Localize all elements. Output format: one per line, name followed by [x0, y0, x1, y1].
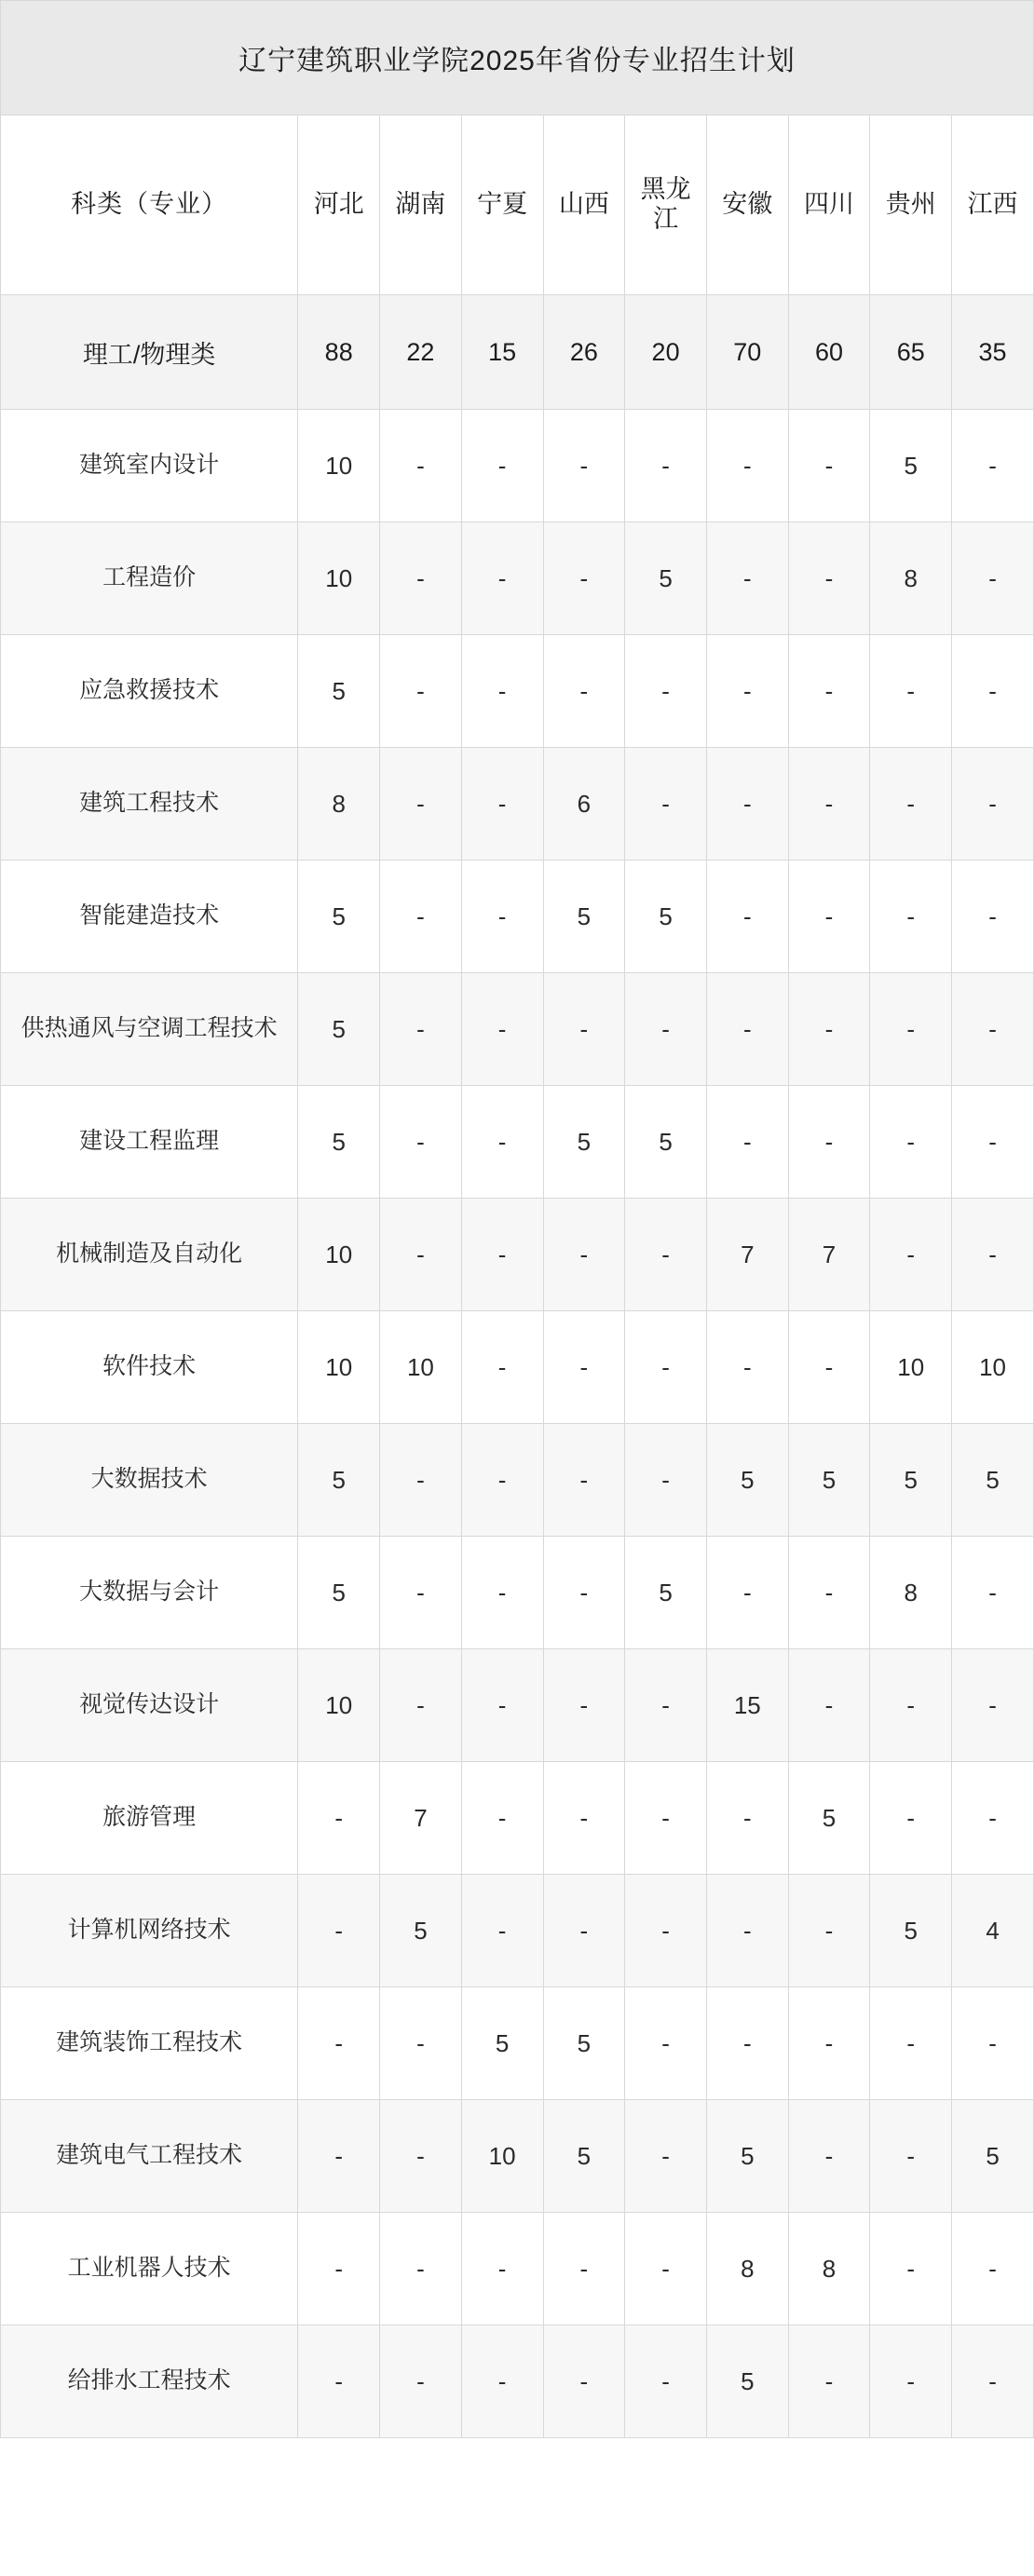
major-name: 建筑工程技术 — [1, 748, 298, 861]
table-row — [1, 1086, 1034, 1199]
plan-quota-cell: - — [870, 1987, 952, 2100]
plan-quota-cell: - — [380, 1649, 462, 1762]
major-name: 工程造价 — [1, 522, 298, 635]
column-header-province: 宁夏 — [461, 115, 543, 295]
plan-quota-cell: 10 — [298, 1311, 380, 1424]
plan-quota-cell: - — [952, 522, 1034, 635]
plan-quota-cell: - — [952, 1199, 1034, 1311]
table-row — [1, 973, 1034, 1086]
plan-quota-cell: - — [461, 2325, 543, 2438]
plan-quota-cell: - — [543, 1311, 625, 1424]
plan-quota-cell: - — [706, 748, 788, 861]
plan-quota-cell: 5 — [706, 1424, 788, 1537]
plan-quota-cell: - — [706, 1086, 788, 1199]
plan-quota-cell: - — [298, 2325, 380, 2438]
plan-quota-cell: - — [952, 2213, 1034, 2325]
major-name: 大数据与会计 — [1, 1537, 298, 1649]
plan-quota-cell: - — [952, 1086, 1034, 1199]
plan-quota-cell: 8 — [298, 748, 380, 861]
table-row — [1, 2213, 1034, 2325]
column-header-province: 贵州 — [870, 115, 952, 295]
major-name: 应急救援技术 — [1, 635, 298, 748]
plan-quota-cell: - — [543, 1875, 625, 1987]
plan-quota-cell: - — [461, 635, 543, 748]
major-name: 计算机网络技术 — [1, 1875, 298, 1987]
plan-quota-cell: - — [380, 1199, 462, 1311]
major-name: 建筑装饰工程技术 — [1, 1987, 298, 2100]
plan-quota-cell: 5 — [298, 973, 380, 1086]
plan-quota-cell: - — [625, 2100, 707, 2213]
plan-quota-cell: - — [706, 1311, 788, 1424]
table-row — [1, 1762, 1034, 1875]
category-total-value: 20 — [625, 295, 707, 410]
plan-quota-cell: - — [788, 635, 870, 748]
plan-quota-cell: - — [625, 1311, 707, 1424]
plan-quota-cell: - — [543, 1537, 625, 1649]
table-row — [1, 861, 1034, 973]
plan-quota-cell: - — [543, 635, 625, 748]
major-name: 旅游管理 — [1, 1762, 298, 1875]
plan-quota-cell: - — [788, 1875, 870, 1987]
plan-quota-cell: 5 — [543, 1987, 625, 2100]
plan-quota-cell: - — [706, 973, 788, 1086]
plan-quota-cell: 10 — [870, 1311, 952, 1424]
plan-quota-cell: - — [625, 635, 707, 748]
column-header-province: 湖南 — [380, 115, 462, 295]
plan-quota-cell: - — [706, 1875, 788, 1987]
major-name: 大数据技术 — [1, 1424, 298, 1537]
table-row — [1, 1987, 1034, 2100]
plan-quota-cell: - — [543, 1199, 625, 1311]
plan-quota-cell: - — [870, 1199, 952, 1311]
plan-quota-cell: - — [298, 2213, 380, 2325]
column-header-province: 安徽 — [706, 115, 788, 295]
plan-quota-cell: 5 — [543, 861, 625, 973]
plan-quota-cell: 5 — [461, 1987, 543, 2100]
plan-quota-cell: - — [952, 635, 1034, 748]
plan-quota-cell: 5 — [298, 1424, 380, 1537]
major-name: 给排水工程技术 — [1, 2325, 298, 2438]
plan-quota-cell: - — [625, 748, 707, 861]
plan-quota-cell: 10 — [298, 1199, 380, 1311]
plan-quota-cell: - — [706, 1537, 788, 1649]
plan-quota-cell: - — [788, 1987, 870, 2100]
plan-quota-cell: - — [952, 2325, 1034, 2438]
plan-quota-cell: 8 — [706, 2213, 788, 2325]
plan-quota-cell: - — [380, 1424, 462, 1537]
plan-quota-cell: 8 — [870, 522, 952, 635]
plan-quota-cell: - — [870, 748, 952, 861]
plan-quota-cell: - — [870, 635, 952, 748]
plan-quota-cell: - — [625, 1987, 707, 2100]
category-total-value: 70 — [706, 295, 788, 410]
plan-quota-cell: 10 — [380, 1311, 462, 1424]
plan-quota-cell: 5 — [706, 2325, 788, 2438]
plan-quota-cell: - — [380, 1537, 462, 1649]
plan-quota-cell: - — [706, 410, 788, 522]
plan-quota-cell: 5 — [543, 2100, 625, 2213]
table-row — [1, 1199, 1034, 1311]
plan-quota-cell: 5 — [625, 1537, 707, 1649]
plan-quota-cell: 5 — [870, 1875, 952, 1987]
plan-quota-cell: 5 — [298, 1537, 380, 1649]
plan-quota-cell: - — [625, 2325, 707, 2438]
plan-quota-cell: - — [788, 973, 870, 1086]
plan-quota-cell: - — [788, 1086, 870, 1199]
plan-quota-cell: - — [706, 861, 788, 973]
plan-quota-cell: - — [298, 1987, 380, 2100]
column-header-province: 四川 — [788, 115, 870, 295]
plan-quota-cell: - — [380, 1086, 462, 1199]
plan-quota-cell: - — [870, 1086, 952, 1199]
plan-quota-cell: - — [788, 522, 870, 635]
plan-quota-cell: - — [543, 410, 625, 522]
plan-quota-cell: 6 — [543, 748, 625, 861]
plan-quota-cell: - — [870, 1762, 952, 1875]
plan-quota-cell: - — [380, 1987, 462, 2100]
plan-quota-cell: - — [952, 410, 1034, 522]
table-row — [1, 635, 1034, 748]
plan-quota-cell: - — [625, 410, 707, 522]
page-title: 辽宁建筑职业学院2025年省份专业招生计划 — [1, 1, 1034, 115]
category-total-value: 35 — [952, 295, 1034, 410]
plan-quota-cell: - — [788, 1649, 870, 1762]
plan-quota-cell: - — [380, 522, 462, 635]
plan-quota-cell: - — [625, 973, 707, 1086]
column-header-subject: 科类（专业） — [1, 115, 298, 295]
table-row — [1, 1424, 1034, 1537]
plan-quota-cell: - — [952, 1762, 1034, 1875]
plan-quota-cell: 10 — [461, 2100, 543, 2213]
plan-quota-cell: - — [870, 1649, 952, 1762]
plan-quota-cell: - — [625, 2213, 707, 2325]
plan-quota-cell: - — [788, 748, 870, 861]
plan-quota-cell: - — [461, 522, 543, 635]
plan-quota-cell: - — [625, 1649, 707, 1762]
plan-quota-cell: - — [543, 1762, 625, 1875]
plan-quota-cell: 5 — [625, 522, 707, 635]
plan-quota-cell: - — [706, 522, 788, 635]
plan-quota-cell: 8 — [870, 1537, 952, 1649]
plan-quota-cell: 5 — [870, 410, 952, 522]
plan-quota-cell: - — [380, 410, 462, 522]
plan-quota-cell: - — [461, 973, 543, 1086]
category-total-value: 15 — [461, 295, 543, 410]
plan-quota-cell: 5 — [625, 861, 707, 973]
major-name: 智能建造技术 — [1, 861, 298, 973]
major-name: 工业机器人技术 — [1, 2213, 298, 2325]
plan-quota-cell: 5 — [952, 2100, 1034, 2213]
plan-quota-cell: - — [952, 973, 1034, 1086]
plan-quota-cell: - — [461, 748, 543, 861]
plan-quota-cell: - — [952, 748, 1034, 861]
plan-quota-cell: - — [952, 1537, 1034, 1649]
plan-quota-cell: - — [625, 1875, 707, 1987]
table-row — [1, 522, 1034, 635]
plan-quota-cell: - — [543, 522, 625, 635]
plan-quota-cell: - — [298, 1875, 380, 1987]
plan-quota-cell: - — [952, 861, 1034, 973]
table-row — [1, 2100, 1034, 2213]
plan-quota-cell: 10 — [298, 410, 380, 522]
plan-quota-cell: 5 — [298, 861, 380, 973]
plan-quota-cell: 8 — [788, 2213, 870, 2325]
column-header-province: 江西 — [952, 115, 1034, 295]
plan-quota-cell: - — [461, 861, 543, 973]
plan-quota-cell: - — [461, 1537, 543, 1649]
plan-quota-cell: - — [788, 861, 870, 973]
table-row — [1, 1875, 1034, 1987]
plan-quota-cell: 7 — [788, 1199, 870, 1311]
column-header-province: 黑龙江 — [625, 115, 707, 295]
plan-quota-cell: 10 — [298, 522, 380, 635]
table-row — [1, 410, 1034, 522]
plan-quota-cell: - — [870, 973, 952, 1086]
table-row — [1, 748, 1034, 861]
plan-quota-cell: 5 — [870, 1424, 952, 1537]
plan-quota-cell: 5 — [788, 1762, 870, 1875]
plan-quota-cell: 5 — [298, 635, 380, 748]
plan-quota-cell: 5 — [543, 1086, 625, 1199]
plan-quota-cell: - — [461, 1424, 543, 1537]
table-header-row — [1, 115, 1034, 295]
plan-quota-cell: - — [380, 2325, 462, 2438]
plan-quota-cell: - — [625, 1762, 707, 1875]
plan-quota-cell: - — [461, 2213, 543, 2325]
table-row — [1, 2325, 1034, 2438]
column-header-province: 山西 — [543, 115, 625, 295]
plan-quota-cell: - — [380, 635, 462, 748]
plan-quota-cell: - — [461, 1649, 543, 1762]
table-row — [1, 1537, 1034, 1649]
plan-quota-cell: - — [543, 1424, 625, 1537]
plan-quota-cell: 7 — [380, 1762, 462, 1875]
plan-quota-cell: - — [625, 1199, 707, 1311]
plan-quota-cell: 5 — [952, 1424, 1034, 1537]
plan-quota-cell: 5 — [706, 2100, 788, 2213]
category-total-value: 60 — [788, 295, 870, 410]
table-row — [1, 1649, 1034, 1762]
major-name: 建筑电气工程技术 — [1, 2100, 298, 2213]
category-total-value: 26 — [543, 295, 625, 410]
plan-quota-cell: 4 — [952, 1875, 1034, 1987]
plan-quota-cell: - — [870, 861, 952, 973]
plan-quota-cell: 5 — [380, 1875, 462, 1987]
category-total-row — [1, 295, 1034, 410]
category-label: 理工/物理类 — [1, 295, 298, 410]
plan-quota-cell: - — [706, 1987, 788, 2100]
plan-quota-cell: - — [870, 2100, 952, 2213]
plan-quota-cell: - — [543, 1649, 625, 1762]
plan-quota-cell: - — [461, 1762, 543, 1875]
plan-quota-cell: - — [543, 973, 625, 1086]
plan-quota-cell: - — [380, 748, 462, 861]
plan-quota-cell: - — [461, 1311, 543, 1424]
column-header-province: 河北 — [298, 115, 380, 295]
major-name: 软件技术 — [1, 1311, 298, 1424]
category-total-value: 88 — [298, 295, 380, 410]
category-total-value: 22 — [380, 295, 462, 410]
plan-quota-cell: - — [461, 1086, 543, 1199]
major-name: 建筑室内设计 — [1, 410, 298, 522]
plan-quota-cell: - — [706, 1762, 788, 1875]
plan-quota-cell: - — [870, 2213, 952, 2325]
major-name: 建设工程监理 — [1, 1086, 298, 1199]
major-name: 视觉传达设计 — [1, 1649, 298, 1762]
plan-quota-cell: - — [788, 1311, 870, 1424]
plan-quota-cell: - — [380, 2100, 462, 2213]
plan-quota-cell: - — [461, 410, 543, 522]
title-row — [1, 1, 1034, 115]
plan-quota-cell: - — [380, 861, 462, 973]
major-name: 机械制造及自动化 — [1, 1199, 298, 1311]
plan-quota-cell: - — [298, 2100, 380, 2213]
plan-quota-cell: 10 — [298, 1649, 380, 1762]
plan-quota-cell: - — [380, 2213, 462, 2325]
plan-quota-cell: - — [788, 410, 870, 522]
category-total-value: 65 — [870, 295, 952, 410]
plan-quota-cell: 15 — [706, 1649, 788, 1762]
plan-quota-cell: - — [380, 973, 462, 1086]
plan-quota-cell: - — [543, 2213, 625, 2325]
plan-quota-cell: - — [298, 1762, 380, 1875]
major-name: 供热通风与空调工程技术 — [1, 973, 298, 1086]
plan-quota-cell: - — [706, 635, 788, 748]
plan-quota-cell: - — [625, 1424, 707, 1537]
plan-quota-cell: - — [870, 2325, 952, 2438]
plan-quota-cell: 5 — [298, 1086, 380, 1199]
plan-quota-cell: 7 — [706, 1199, 788, 1311]
plan-quota-cell: - — [543, 2325, 625, 2438]
plan-quota-cell: - — [788, 1537, 870, 1649]
plan-quota-cell: - — [788, 2325, 870, 2438]
plan-quota-cell: - — [952, 1987, 1034, 2100]
plan-quota-cell: - — [788, 2100, 870, 2213]
plan-quota-cell: 5 — [625, 1086, 707, 1199]
plan-quota-cell: - — [461, 1875, 543, 1987]
plan-quota-cell: - — [461, 1199, 543, 1311]
plan-quota-cell: 5 — [788, 1424, 870, 1537]
table-row — [1, 1311, 1034, 1424]
plan-quota-cell: - — [952, 1649, 1034, 1762]
plan-quota-cell: 10 — [952, 1311, 1034, 1424]
